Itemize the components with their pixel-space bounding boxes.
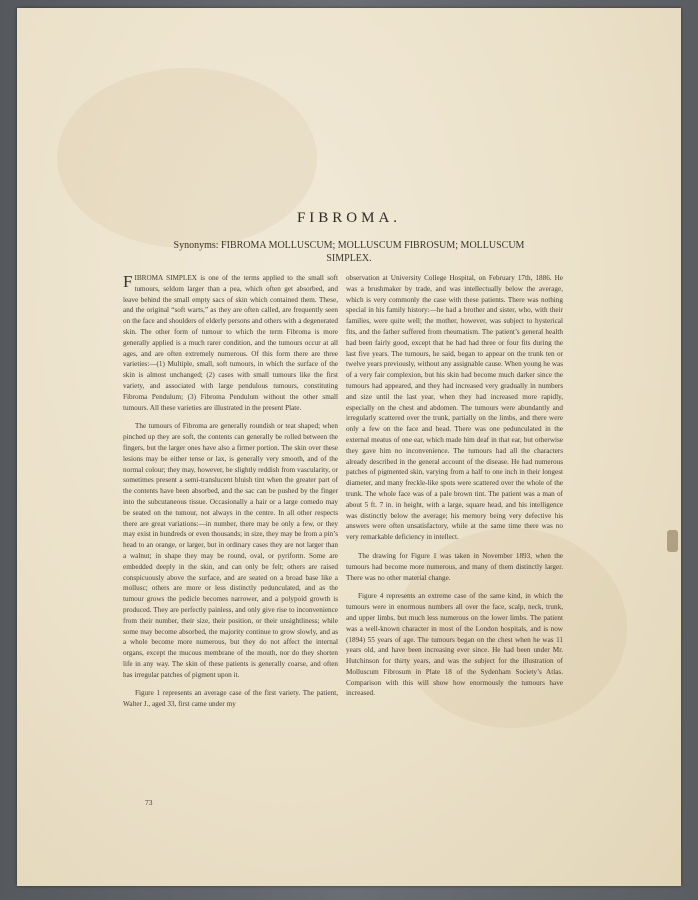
paper-sheet	[17, 8, 681, 886]
paragraph-text: IBROMA SIMPLEX is one of the terms applied to the small soft tumours, seldom larger than a pea, which often get absorbed, and leave behind the small empty sacs of skin which contained them. These, and the original “soft warts,” as they are often called, are frequently seen on the face and shoulders of elderly persons and others with a degenerated skin. The other form of tumour to which the term Fibroma is more generally applied is a much rarer condition, and the tumours occur at all ages, and are often extremely numerous. Of this form there are three varieties:—(1) Multiple, small, soft tumours, in which the surface of the skin is almost unchanged; (2) cases with small tumours like the first variety, and associated with large pendulous tumours, constituting Fibroma Pendulum; (3) Fibroma Pendulum without the other small tumours. All these varieties are illustrated in the present Plate.	[123, 274, 338, 412]
drop-cap: F	[123, 272, 133, 291]
synonyms-line: Synonyms: FIBROMA MOLLUSCUM; MOLLUSCUM FIBROSUM; MOLLUSCUM SIMPLEX.	[173, 240, 525, 264]
page-title: FIBROMA.	[296, 210, 402, 226]
paragraph: Figure 1 represents an average case of the first variety. The patient, Walter J., aged 33, first came under my	[123, 689, 338, 709]
paragraph: observation at University College Hospital, on February 17th, 1886. He was a brushmaker by trade, and was intellectually below the average, which is very commonly the case with these patients. There was nothing special in his family history:—he had a brother and sister, who, with their families, were quite well; the mother, however, was subject to hysterical fits, and the father suffered from rheumatism. The patient’s general health had been fairly good, except that he had had three or four fits during the last five years. The tumours, he said, began to appear on the trunk ten or twelve years previously, without any assignable cause. When young he was of a very fair complexion, but his skin had become much darker since the tumours had appeared, and they had increased very gradually in numbers and size until the last year, when they had increased more rapidly, especially on the chest and abdomen. The tumours were abundantly and irregularly scattered over the trunk, partially on the limbs, and there were only a few on the face and head. There was one pedunculated in the external meatus of one ear, which made him deaf in that ear, but otherwise they gave him no inconvenience. The tumours had all the characters already described in the general account of the disease. He had numerous patches of pigmented skin, varying from a half to one inch in their longest diameter, and many freckle-like spots were scattered over the whole of the trunk. The whole face was of a pale brown tint. The patient was a man of about 5 ft. 7 in. in height, with a large, square head, and his intelligence was distinctly below the average; his memory being very defective his answers were often unsatisfactory, while at the same time there was no very remarkable deficiency in intellect.	[346, 274, 563, 542]
page-number: 73	[145, 798, 153, 807]
paragraph	[123, 273, 338, 413]
left-column	[123, 273, 338, 718]
right-column	[346, 273, 563, 707]
binding-mark	[667, 530, 678, 552]
paragraph: The drawing for Figure 1 was taken in November 1893, when the tumours had become more numerous, and many of them distinctly larger. There was no other material change.	[346, 551, 563, 582]
paragraph: Figure 4 represents an extreme case of the same kind, in which the tumours were in enormous numbers all over the face, scalp, neck, trunk, and upper limbs, but much less numerous on the lower limbs. The patient was a well-known character in most of the London hospitals, and is now (1894) 55 years of age. The tumours began on the chest when he was 11 years old, and have been increasing ever since. He had been under Mr. Hutchinson for thirty years, and was the subject for the illustration of Molluscum Fibrosum in Plate 18 of the Sydenham Society’s Atlas. Comparison with this will show how enormously the tumours have increased.	[346, 592, 563, 698]
paragraph: The tumours of Fibroma are generally roundish or teat shaped; when pinched up they are soft, the contents can generally be rolled between the fingers, but the larger ones have also a firmer portion. The skin over these lesions may be either tense or lax, is generally very smooth, and of the normal colour; they may, however, be slightly reddish from vascularity, or sometimes present a semi-translucent bluish tint when the greater part of the contents have been absorbed, and the sac can be pushed by the finger into the subcutaneous tissue. Occasionally a hair or a large comedo may be seated on the tumour, not always in the centre. In all other respects there are great variations:—in number, there may be only a few, or they may exist in hundreds or even thousands; in size, they may be from a pin’s head to an orange, or larger, but in ordinary cases they are not larger than a walnut; in shape they may be round, oval, or pyriform. Some are embedded deeply in the skin, and can only be felt; others are raised conspicuously above the surface, and are seated on a broad base like a mollusc; others are more or less distinctly pedunculated, and as the tumour grows the pedicle becomes narrower, and a polypoid growth is produced. They are perfectly painless, and only give rise to inconvenience from their number, their size, their position, or their unsightliness; while some may become absorbed, the majority continue to grow slowly, and as a whole become more numerous, but they do not affect the internal organs, except the mucous membrane of the mouth, nor do they shorten life in any way. The skin of these patients is generally coarse, and often has irregular patches of pigment upon it.	[123, 422, 338, 679]
